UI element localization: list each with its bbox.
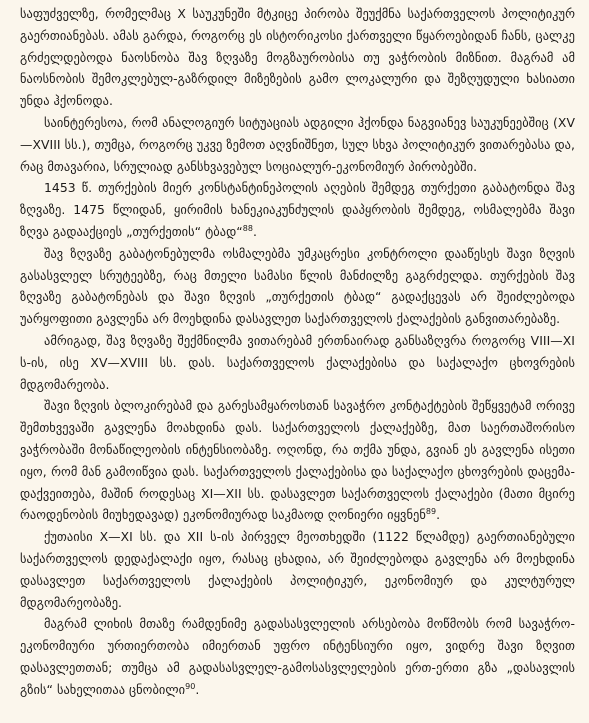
paragraph-4 (20, 243, 575, 330)
paragraph-8: მაგრამ ლიხის მთაზე რამდენიმე გადასასვლელის არსებობა მოწმობს რომ სავაჭრო-ეკონომიური ურთიერთობა იმიერთან უფრო ინტენსიური იყო, ვიდრე შავი ზღვით დასავლეთთან; თუმცა ამ გადასასვლელ-გამოსასვლელების ერთ-ერთი გზა „დასავლის გზის“ სახელითაა ცნობილი$^{90}$. (20, 616, 575, 697)
paragraph-1 (20, 3, 575, 112)
paragraph-3: 1453 წ. თურქების მიერ კონსტანტინეპოლის აღების შემდეგ თურქეთი გაბატონდა შავ ზღვაზე. 1475 წლიდან, ყირიმის ხანეკიაკუნძულის დაპყრობის შემდეგ, ოსმალებმა შავი ზღვა გადააქციეს „თურქეთის“ ტბად“$^{88}$. (20, 180, 575, 239)
footnote-ref-89[interactable]: 89 (425, 507, 437, 517)
paragraph-8-text: მაგრამ ლიხის მთაზე რამდენიმე გადასასვლელის არსებობა მოწმობს რომ სავაჭრო-ეკონომიური ურთიერთობა იმიერთან უფრო ინტენსიური იყო, ვიდრე შავი ზღვით დასავლეთთან; თუმცა ამ გადასასვლელ-გამოსასვლელების ერთ-ერთი გზა „დასავლის გზის“ სახელითაა ცნობილი (20, 616, 575, 697)
footnote-ref-88[interactable]: 88 (242, 223, 254, 233)
paragraph-5 (20, 330, 575, 395)
paragraph-7 (20, 526, 575, 613)
paragraph-6-text: შავი ზღვის ბლოკირებამ და გარესამყაროსთან სავაჭრო კონტაქტების შეწყვეტამ ორივე შემთხვევაში გავლენა მოახდინა დას. საქართველოს ქალაქებზე, მათ საერთაშორისო ვაჭრობაში მონაწილეობის ინტენსიობაზე. ოღონდ, რა თქმა უნდა, გვიან ეს გავლენა ისეთი იყო, რომ მან გამოიწვია დას. საქართველოს ქალაქებისა და საქალაქო ცხოვრების დაცემა-დაქვეითება, მაშინ როდესაც XI—XII სს. დასავლეთ საქართველოს ქალაქები (მათი მცირე რაოდენობის მიუხედავად) ეკონომიურად საკმაოდ ღონიერი იყვნენ (20, 398, 575, 523)
paragraph-5-text: ამრიგად, შავ ზღვაზე შექმნილმა ვითარებამ ერთნაირად განსაზღვრა როგორც VIII—XI ს-ის, ისე XV—XVIII სს. დას. საქართველოს ქალაქებისა და საქალაქო ცხოვრების მდგომარეობა. (20, 332, 575, 392)
paragraph-4-text: შავ ზღვაზე გაბატონებულმა ოსმალებმა უმკაცრესი კონტროლი დააწესეს შავი ზღვის გასასვლელ სრუტეებზე, რაც მთელი სამასი წლის მანძილზე გაგრძელდა. თურქების შავ ზღვაზე გაბატონებას და შავი ზღვის „თურქეთის ტბად“ გადაქცევას არ შეიძლებოდა უარყოფითი გავლენა არ მოეხდინა დასავლეთ საქართველოს ქალაქების განვითარებაზე. (20, 245, 575, 327)
paragraph-2-text: საინტერესოა, რომ ანალოგიურ სიტუაციას ადგილი ჰქონდა ნაგვიანევ საუკუნეებშიც (XV—XVIII სს.), თუმცა, როგორც უკვე ზემოთ აღვნიშნეთ, სულ სხვა პოლიტიკურ ვითარებასა და, რაც მთავარია, სრულიად განსხვავებულ სოციალურ-ეკონომიურ პირობებში. (20, 114, 575, 174)
paragraph-1-text: საფუძველზე, რომელმაც X საუკუნეში მტკიცე პირობა შეუქმნა საქართველოს პოლიტიკურ გაერთიანებას. ამას გარდა, როგორც ეს ისტორიკოსი ქართველი წყაროებიდან ჩანს, ცალკე გრძელდებოდა ნაოსნობა შავ ზღვაზე მოგზაურობისა თუ ვაჭრობის მიზნით. მაგრამ ამ ნაოსნობის შემოკლებულ-გაზრდილ მიზეზების გამო ლოკალური და შეზღუდული ხასიათი უნდა ჰქონოდა. (20, 6, 575, 109)
footnote-ref-90[interactable]: 90 (185, 681, 196, 691)
paragraph-7-text: ქუთაისი X—XI სს. და XII ს-ის პირველ მეოთხედში (1122 წლამდე) გაერთიანებული საქართველოს დედაქალაქი იყო, რასაც ცხადია, არ შეიძლებოდა გავლენა არ მოეხდინა დასავლეთ საქართველოს ქალაქების პოლიტიკურ, ეკონომიურ და კულტურულ მდგომარეობაზე. (20, 529, 575, 610)
paragraph-6: შავი ზღვის ბლოკირებამ და გარესამყაროსთან სავაჭრო კონტაქტების შეწყვეტამ ორივე შემთხვევაში გავლენა მოახდინა დას. საქართველოს ქალაქებზე, მათ საერთაშორისო ვაჭრობაში მონაწილეობის ინტენსიობაზე. ოღონდ, რა თქმა უნდა, გვიან ეს გავლენა ისეთი იყო, რომ მან გამოიწვია დას. საქართველოს ქალაქებისა და საქალაქო ცხოვრების დაცემა-დაქვეითება, მაშინ როდესაც XI—XII სს. დასავლეთ საქართველოს ქალაქები (მათი მცირე რაოდენობის მიუხედავად) ეკონომიურად საკმაოდ ღონიერი იყვნენ$^{89}$. (20, 398, 575, 523)
paragraph-2 (20, 112, 575, 177)
paragraph-3-text: 1453 წ. თურქების მიერ კონსტანტინეპოლის აღების შემდეგ თურქეთი გაბატონდა შავ ზღვაზე. 1475 წლიდან, ყირიმის ხანეკიაკუნძულის დაპყრობის შემდეგ, ოსმალებმა შავი ზღვა გადააქციეს „თურქეთის“ ტბად“ (20, 180, 575, 239)
